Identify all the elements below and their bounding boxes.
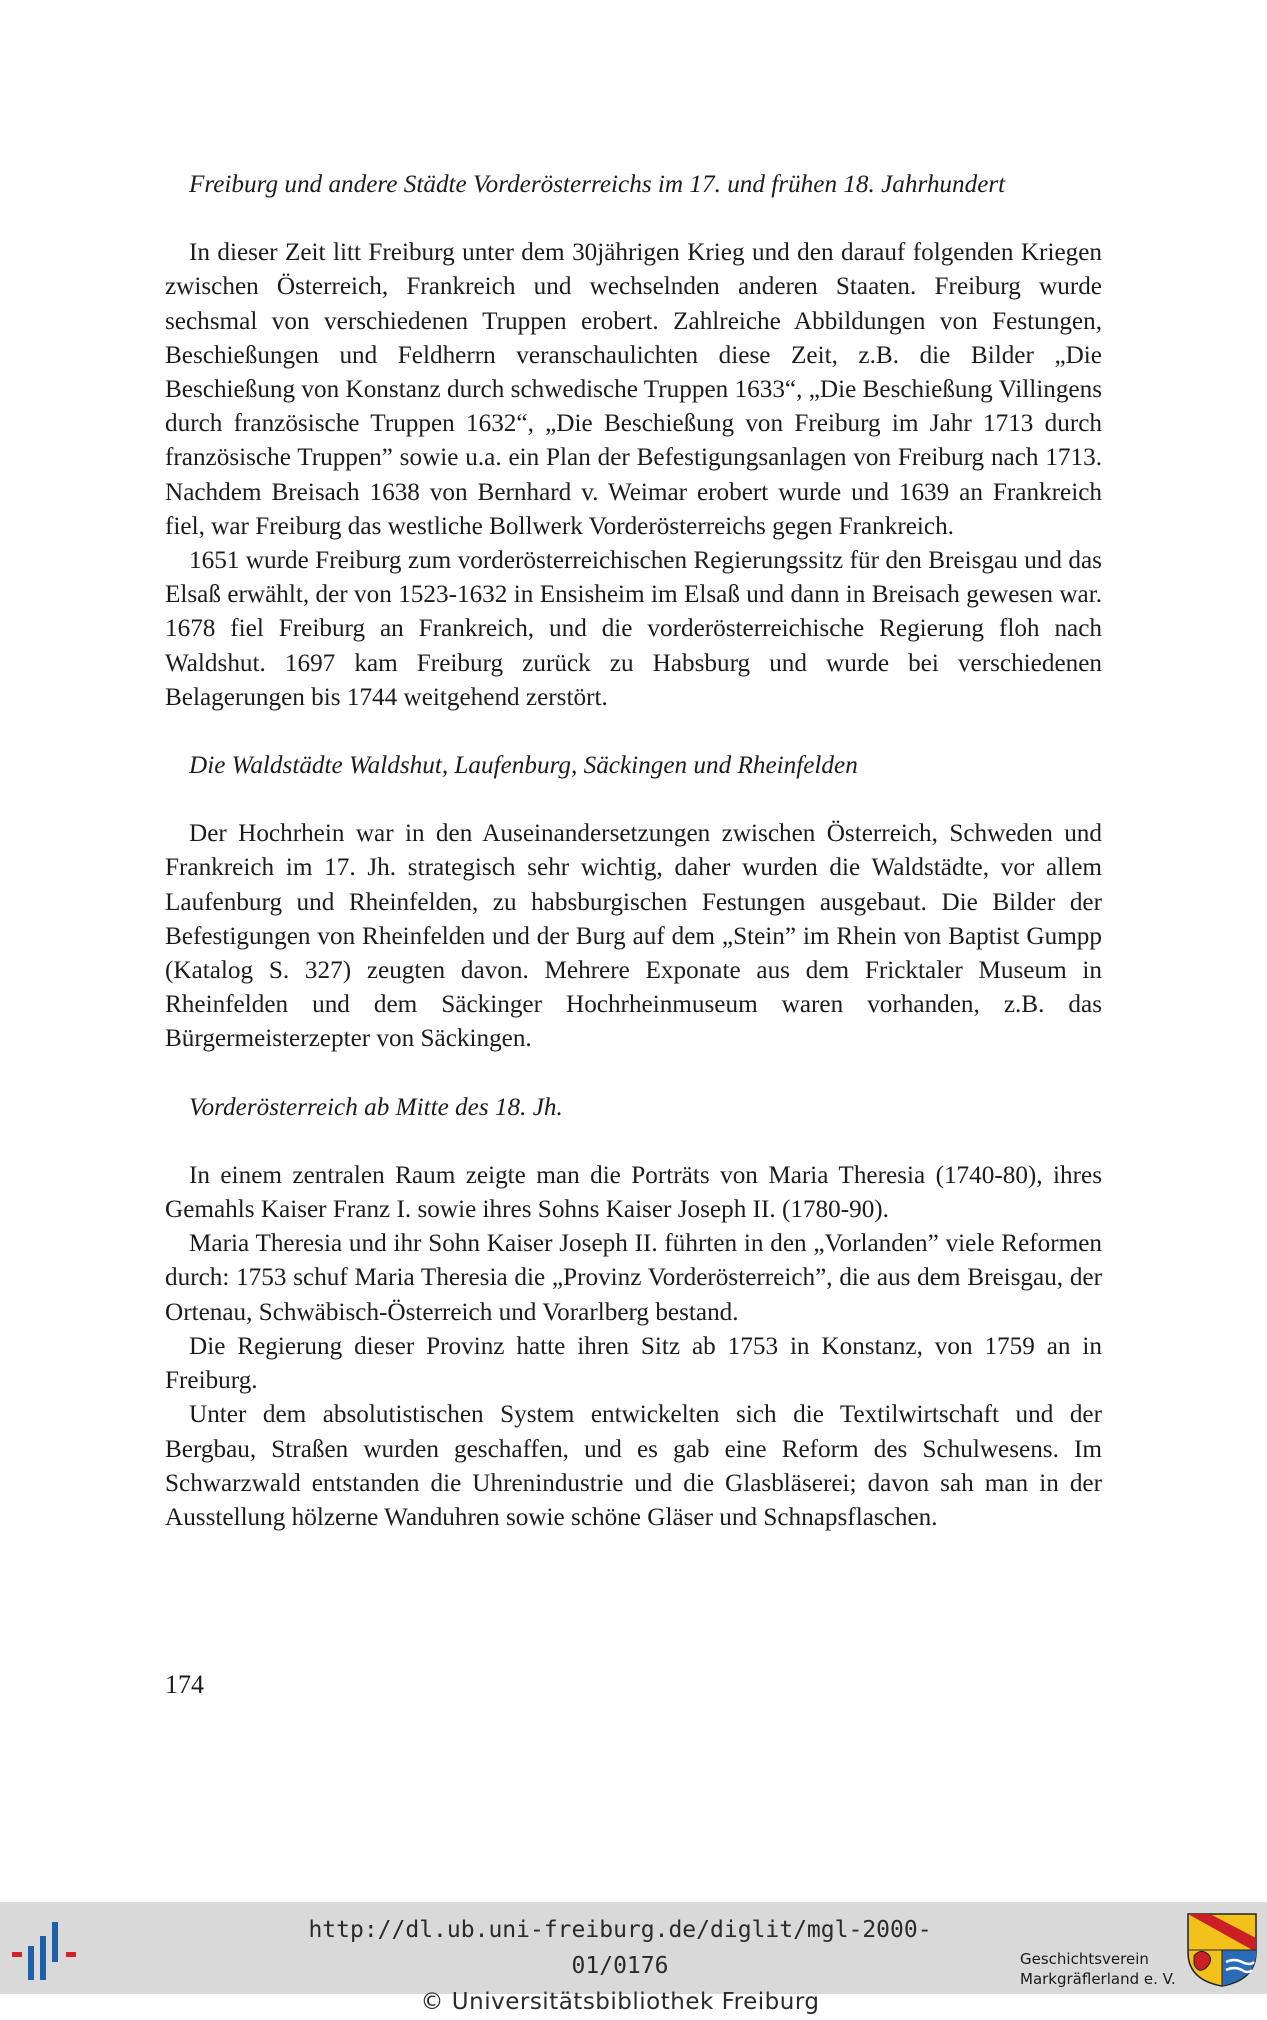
page-number: 174	[165, 1670, 204, 1699]
paragraph: Unter dem absolutistischen System entwickelten sich die Textilwirtschaft und der Bergbau, Straßen wurden geschaffen, und es gab eine Reform des Schulwesens. Im Schwarzwald entstanden die Uhrenindustrie und die Glasbläserei; davon sah man in der Ausstellung hölzerne Wanduhren sowie schöne Gläser und Schnapsflaschen.	[165, 1401, 1102, 1531]
paragraph: In dieser Zeit litt Freiburg unter dem 30jährigen Krieg und den darauf folgenden Kriegen zwischen Österreich, Frankreich und wechselnden anderen Staaten. Freiburg wurde sechsmal von verschiedenen Truppen erobert. Zahlreiche Abbildungen von Festungen, Beschießungen und Feldherrn veranschaulichten diese Zeit, z.B. die Bilder „Die Beschießung von Konstanz durch schwedische Truppen 1633“, „Die Beschießung Villingens durch französische Truppen 1632“, „Die Beschießung von Freiburg im Jahr 1713 durch französische Truppen” sowie u.a. ein Plan der Befestigungsanlagen von Freiburg nach 1713. Nachdem Breisach 1638 von Bernhard v. Weimar erobert wurde und 1639 an Frankreich fiel, war Freiburg das westliche Bollwerk Vorderösterreichs gegen Frankreich.	[165, 239, 1102, 540]
section-heading-2: Die Waldstädte Waldshut, Laufenburg, Säckingen und Rheinfelden	[189, 752, 858, 780]
footer-url-link[interactable]: http://dl.ub.uni-freiburg.de/diglit/mgl-2000-01/0176	[308, 1917, 932, 1979]
society-line-2: Markgräflerland e. V.	[1020, 1970, 1176, 1988]
section-heading-1: Freiburg und andere Städte Vorderösterreichs im 17. und frühen 18. Jahrhundert	[189, 171, 1006, 198]
footer-copyright: © Universitätsbibliothek Freiburg	[420, 1989, 820, 2015]
paragraph: Die Regierung dieser Provinz hatte ihren Sitz ab 1753 in Konstanz, von 1759 an in Freiburg.	[165, 1332, 1102, 1395]
text-column	[165, 168, 1102, 1535]
paragraph: 1651 wurde Freiburg zum vorderösterreichischen Regierungssitz für den Breisgau und das Elsaß erwählt, der von 1523-1632 in Ensisheim im Elsaß und dann in Breisach gewesen war. 1678 fiel Freiburg an Frankreich, und die vorderösterreichische Regierung floh nach Waldshut. 1697 kam Freiburg zurück zu Habsburg und wurde bei verschiedenen Belagerungen bis 1744 weitgehend zerstört.	[165, 547, 1102, 711]
paragraph: In einem zentralen Raum zeigte man die Porträts von Maria Theresia (1740-80), ihres Gemahls Kaiser Franz I. sowie ihres Sohns Kaiser Joseph II. (1780-90).	[165, 1161, 1102, 1224]
society-line-1: Geschichtsverein	[1020, 1950, 1149, 1968]
section-heading-3: Vorderösterreich ab Mitte des 18. Jh.	[189, 1093, 563, 1121]
paragraph: Maria Theresia und ihr Sohn Kaiser Joseph II. führten in den „Vorlanden” viele Reformen durch: 1753 schuf Maria Theresia die „Provinz Vorderösterreich”, die aus dem Breisgau, der Ortenau, Schwäbisch-Österreich und Vorarlberg bestand.	[165, 1230, 1102, 1326]
paragraph: Der Hochrhein war in den Auseinandersetzungen zwischen Österreich, Schweden und Frankreich im 17. Jh. strategisch sehr wichtig, daher wurden die Waldstädte, vor allem Laufenburg und Rheinfelden, zu habsburgischen Festungen ausgebaut. Die Bilder der Befestigungen von Rheinfelden und der Burg auf dem „Stein” im Rhein von Baptist Gumpp (Katalog S. 327) zeugten davon. Mehrere Exponate aus dem Fricktaler Museum in Rheinfelden und dem Säckinger Hochrheinmuseum waren vorhanden, z.B. das Bürgermeisterzepter von Säckingen.	[165, 820, 1102, 1053]
footer-society-name	[1020, 1949, 1176, 1989]
footer-bar	[0, 1902, 1267, 2015]
footer-center	[300, 1912, 940, 2020]
ub-freiburg-logo-icon[interactable]	[10, 1920, 80, 1982]
markgraeflerland-crest-icon[interactable]	[1186, 1912, 1258, 1988]
